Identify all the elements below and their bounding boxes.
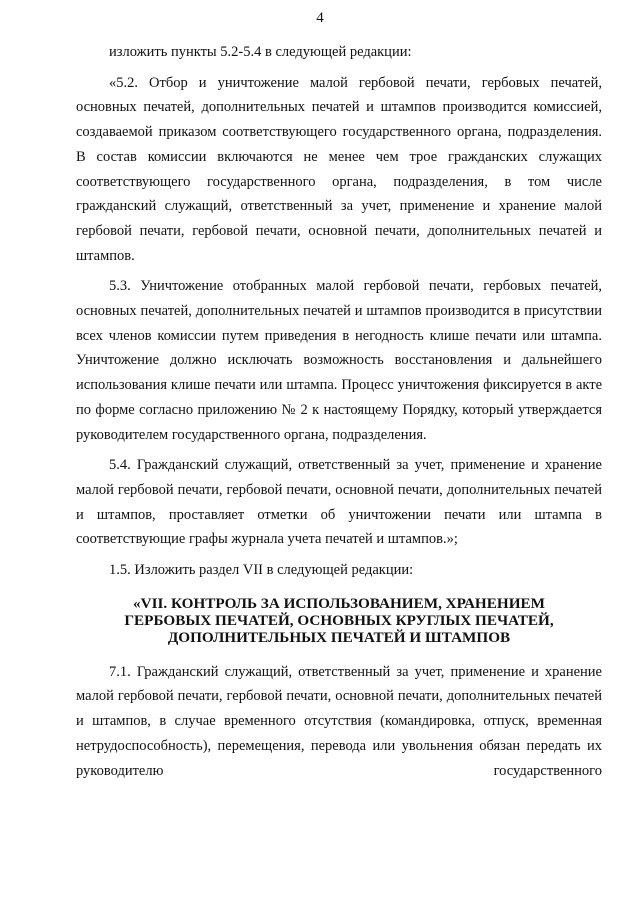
page-number: 4 xyxy=(316,10,324,26)
section-heading-line: ГЕРБОВЫХ ПЕЧАТЕЙ, ОСНОВНЫХ КРУГЛЫХ ПЕЧАТЕЙ, xyxy=(124,611,554,629)
intro-paragraph: изложить пункты 5.2-5.4 в следующей редакции: xyxy=(109,44,412,60)
paragraph-5-2: «5.2. Отбор и уничтожение малой гербовой печати, гербовых печатей, основных печатей, дополнительных печатей и штампов производится комиссией, создаваемой приказом соответствующего государственного органа, подразделения. В состав комиссии включаются не менее чем трое гражданских служащих соответствующего государственного органа, подразделения, в том числе гражданский служащий, ответственный за учет, применение и хранение малой гербовой печати, гербовой печати, основной печати, дополнительных печатей и штампов. xyxy=(76,74,602,264)
section-heading xyxy=(76,595,602,646)
section-heading-line: ДОПОЛНИТЕЛЬНЫХ ПЕЧАТЕЙ И ШТАМПОВ xyxy=(167,628,511,646)
paragraph-5-3: 5.3. Уничтожение отобранных малой гербовой печати, гербовых печатей, основных печатей, дополнительных печатей и штампов производится в присутствии всех членов комиссии путем приведения в негодность клише печати или штампа. Уничтожение должно исключать возможность восстановления и дальнейшего использования клише печати или штампа. Процесс уничтожения фиксируется в акте по форме согласно приложению № 2 к настоящему Порядку, который утверждается руководителем государственного органа, подразделения. xyxy=(76,278,602,443)
paragraph-5-4: 5.4. Гражданский служащий, ответственный за учет, применение и хранение малой гербовой печати, гербовой печати, основной печати, дополнительных печатей и штампов, проставляет отметки об уничтожении печати или штампа в соответствующие графы журнала учета печатей и штампов.»; xyxy=(76,457,602,548)
document-body xyxy=(76,40,602,783)
paragraph-7-1: 7.1. Гражданский служащий, ответственный за учет, применение и хранение малой гербовой печати, гербовой печати, основной печати, дополнительных печатей и штампов, в случае временного отсутствия (командировка, отпуск, временная нетрудоспособность), перемещения, перевода или увольнения обязан передать их руководителю государственного xyxy=(76,663,602,779)
paragraph-1-5: 1.5. Изложить раздел VII в следующей редакции: xyxy=(109,562,414,579)
section-heading-line: «VII. КОНТРОЛЬ ЗА ИСПОЛЬЗОВАНИЕМ, ХРАНЕНИЕМ xyxy=(133,594,545,612)
